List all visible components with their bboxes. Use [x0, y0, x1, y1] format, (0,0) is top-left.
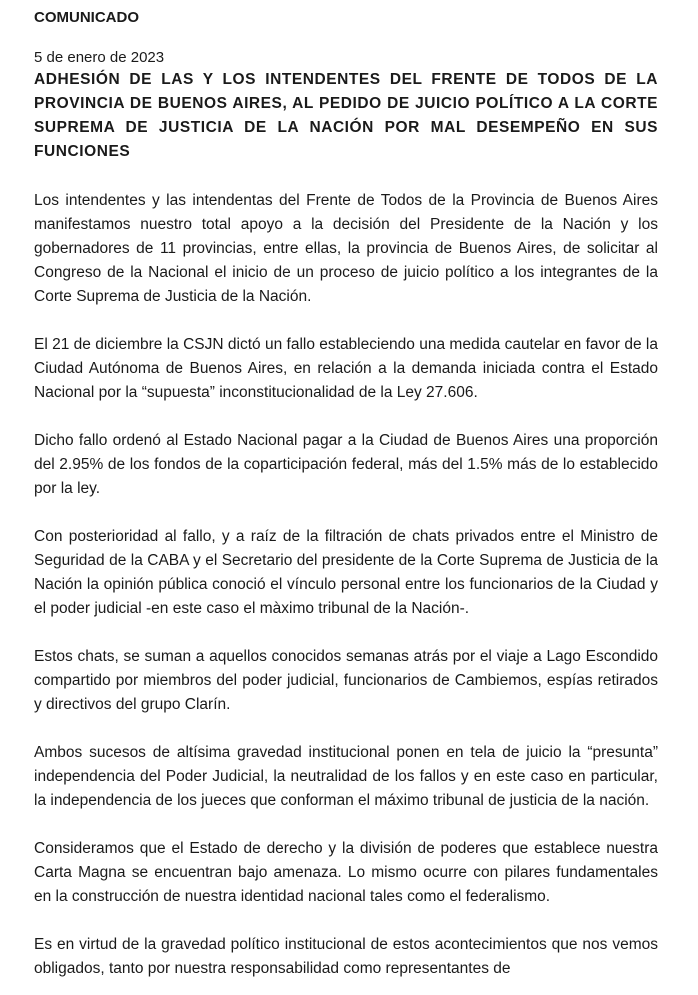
document-heading: COMUNICADO: [34, 9, 139, 26]
document-title: ADHESIÓN DE LAS Y LOS INTENDENTES DEL FRENTE DE TODOS DE LA PROVINCIA DE BUENOS AIRES, AL PEDIDO DE JUICIO POLÍTICO A LA CORTE SUPREMA DE JUSTICIA DE LA NACIÓN POR MAL DESEMPEÑO EN SUS FUNCIONES: [34, 71, 658, 160]
document-body: [34, 189, 658, 981]
paragraph: Dicho fallo ordenó al Estado Nacional pagar a la Ciudad de Buenos Aires una proporción del 2.95% de los fondos de la coparticipación federal, más del 1.5% más de lo establecido por la ley.: [34, 432, 658, 497]
paragraph: Ambos sucesos de altísima gravedad institucional ponen en tela de juicio la “presunta” independencia del Poder Judicial, la neutralidad de los fallos y en este caso en particular, la independencia de los jueces que conforman el máximo tribunal de justicia de la nación.: [34, 744, 658, 809]
document-date: 5 de enero de 2023: [34, 49, 165, 66]
document-page: [34, 8, 658, 981]
paragraph: Estos chats, se suman a aquellos conocidos semanas atrás por el viaje a Lago Escondido compartido por miembros del poder judicial, funcionarios de Cambiemos, espías retirados y directivos del grupo Clarín.: [34, 648, 658, 713]
paragraph: El 21 de diciembre la CSJN dictó un fallo estableciendo una medida cautelar en favor de la Ciudad Autónoma de Buenos Aires, en relación a la demanda iniciada contra el Estado Nacional por la “supuesta” inconstitucionalidad de la Ley 27.606.: [34, 336, 658, 401]
paragraph: Los intendentes y las intendentas del Frente de Todos de la Provincia de Buenos Aires manifestamos nuestro total apoyo a la decisión del Presidente de la Nación y los gobernadores de 11 provincias, entre ellas, la provincia de Buenos Aires, de solicitar al Congreso de la Nacional el inicio de un proceso de juicio político a los integrantes de la Corte Suprema de Justicia de la Nación.: [34, 192, 658, 305]
paragraph: Es en virtud de la gravedad político institucional de estos acontecimientos que nos vemos obligados, tanto por nuestra responsabilidad como representantes de: [34, 936, 658, 977]
paragraph: Con posterioridad al fallo, y a raíz de la filtración de chats privados entre el Ministro de Seguridad de la CABA y el Secretario del presidente de la Corte Suprema de Justicia de la Nación la opinión pública conoció el vínculo personal entre los funcionarios de la Ciudad y el poder judicial -en este caso el màximo tribunal de la Nación-.: [34, 528, 658, 617]
paragraph: Consideramos que el Estado de derecho y la división de poderes que establece nuestra Carta Magna se encuentran bajo amenaza. Lo mismo ocurre con pilares fundamentales en la construcción de nuestra identidad nacional tales como el federalismo.: [34, 840, 658, 905]
